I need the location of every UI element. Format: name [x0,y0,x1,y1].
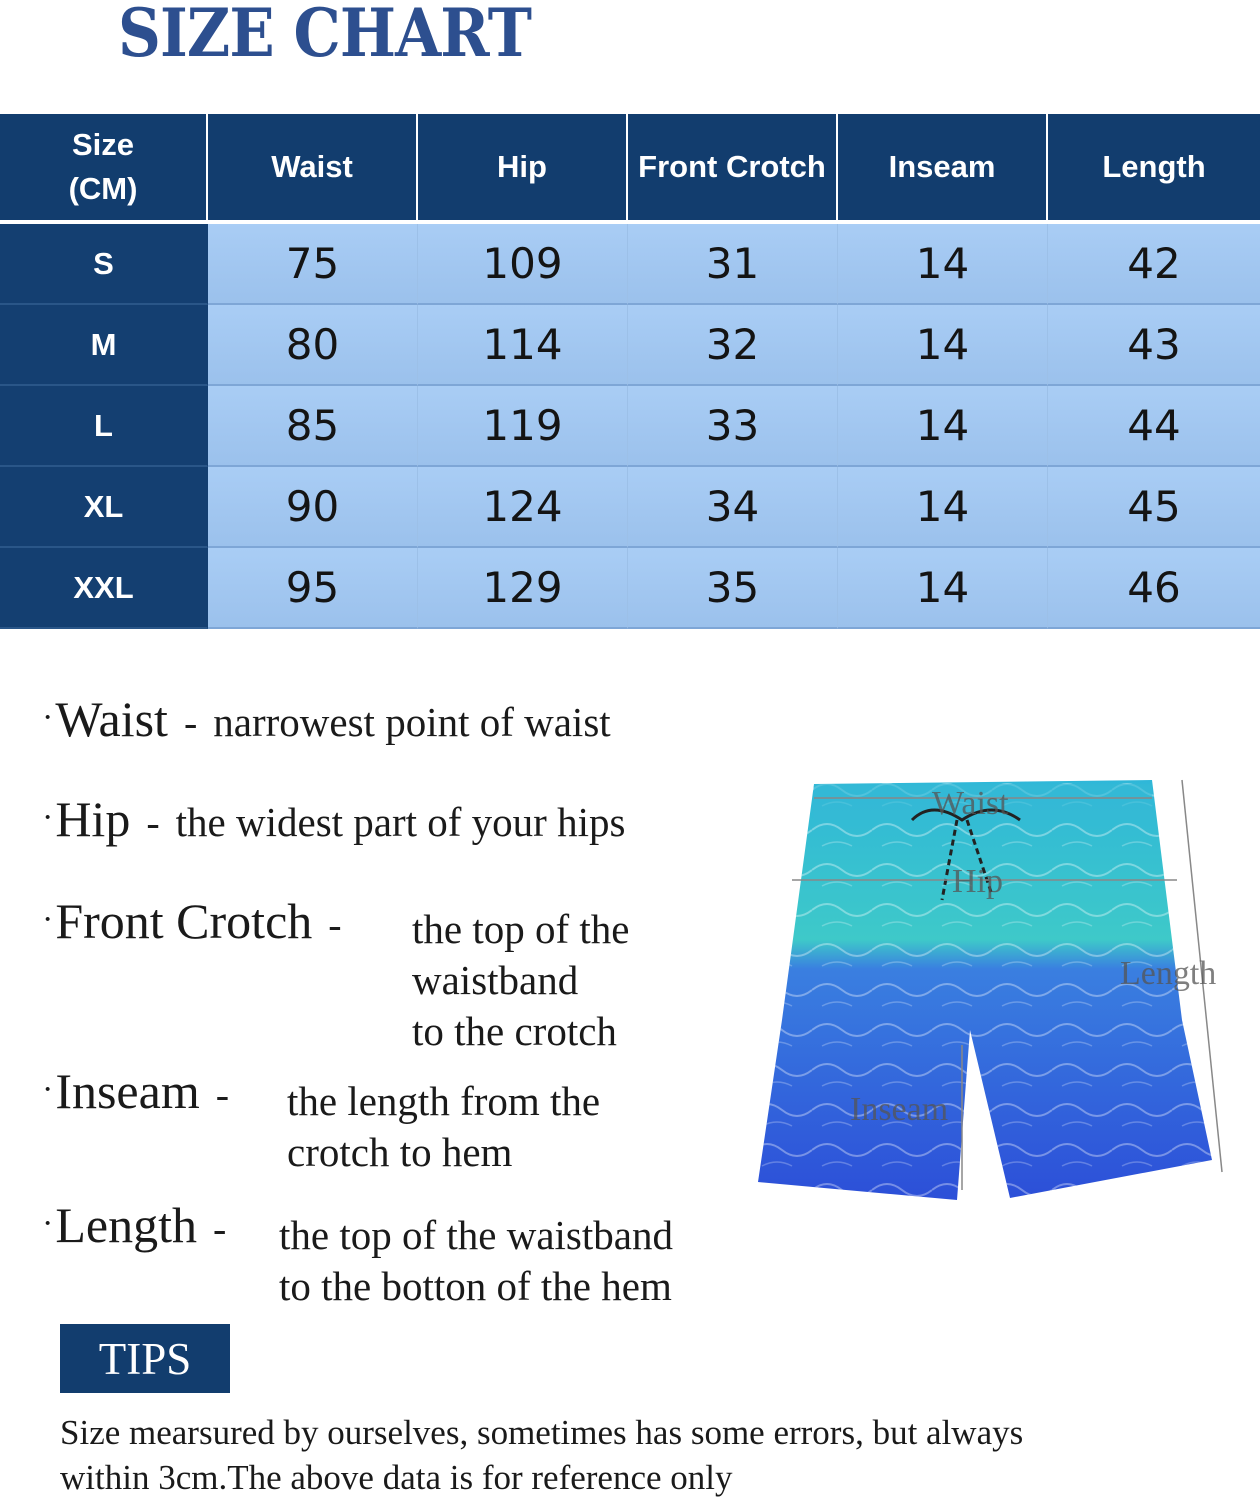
desc-waist: narrowest point of waist [213,699,611,745]
table-row [0,467,1260,548]
definition-length: · Length - [42,1196,242,1254]
definition-waist: · Waist - narrowest point of waist [42,690,611,748]
table-cell: 44 [1048,386,1260,467]
term-waist: · Waist [42,691,168,747]
term-hip: · Hip [42,791,130,847]
term-length: · Length [42,1197,197,1253]
table-cell: 45 [1048,467,1260,548]
table-cell: 42 [1048,224,1260,305]
table-cell: 14 [838,386,1048,467]
table-cell: 33 [628,386,838,467]
tips-text: Size mearsured by ourselves, sometimes has some errors, but always within 3cm.The above data is for reference only [60,1413,1024,1497]
table-cell: 119 [418,386,628,467]
table-cell: 14 [838,224,1048,305]
table-header-row [0,114,1260,224]
size-cell: XXL [0,548,208,629]
table-cell: 31 [628,224,838,305]
table-cell: 129 [418,548,628,629]
diagram-label-hip: Hip [952,863,1003,900]
size-cell: XL [0,467,208,548]
definition-inseam: · Inseam - [42,1062,245,1120]
table-cell: 14 [838,467,1048,548]
definition-front-crotch: · Front Crotch - [42,892,358,950]
diagram-label-waist: Waist [932,785,1009,822]
table-cell: 46 [1048,548,1260,629]
header-length: Length [1048,114,1260,224]
table-cell: 109 [418,224,628,305]
table-cell: 32 [628,305,838,386]
table-row [0,224,1260,305]
table-cell: 80 [208,305,418,386]
swim-shorts-diagram [752,770,1252,1210]
tips-badge: TIPS [60,1324,230,1393]
table-cell: 85 [208,386,418,467]
table-cell: 14 [838,548,1048,629]
table-cell: 95 [208,548,418,629]
table-cell: 124 [418,467,628,548]
header-inseam: Inseam [838,114,1048,224]
desc-hip: the widest part of your hips [175,799,626,845]
table-cell: 34 [628,467,838,548]
desc-front-crotch: the top of the waistband to the crotch [412,906,630,1054]
table-cell: 35 [628,548,838,629]
header-waist: Waist [208,114,418,224]
size-chart-title: SIZE CHART [118,0,532,72]
header-front-crotch: Front Crotch [628,114,838,224]
desc-inseam: the length from the crotch to hem [287,1078,601,1175]
definition-hip: · Hip - the widest part of your hips [42,790,625,848]
table-cell: 75 [208,224,418,305]
header-hip: Hip [418,114,628,224]
size-table [0,114,1260,629]
table-cell: 43 [1048,305,1260,386]
diagram-label-inseam: Inseam [850,1091,949,1128]
table-row [0,386,1260,467]
table-cell: 14 [838,305,1048,386]
size-cell: L [0,386,208,467]
diagram-label-length: Length [1120,955,1217,992]
table-row [0,548,1260,629]
term-front-crotch: · Front Crotch [42,893,312,949]
table-cell: 90 [208,467,418,548]
size-cell: M [0,305,208,386]
term-inseam: · Inseam [42,1063,200,1119]
size-cell: S [0,224,208,305]
desc-length: the top of the waistband to the botton of the hem [279,1212,673,1309]
table-row [0,305,1260,386]
header-size: Size (CM) [0,114,208,224]
table-cell: 114 [418,305,628,386]
